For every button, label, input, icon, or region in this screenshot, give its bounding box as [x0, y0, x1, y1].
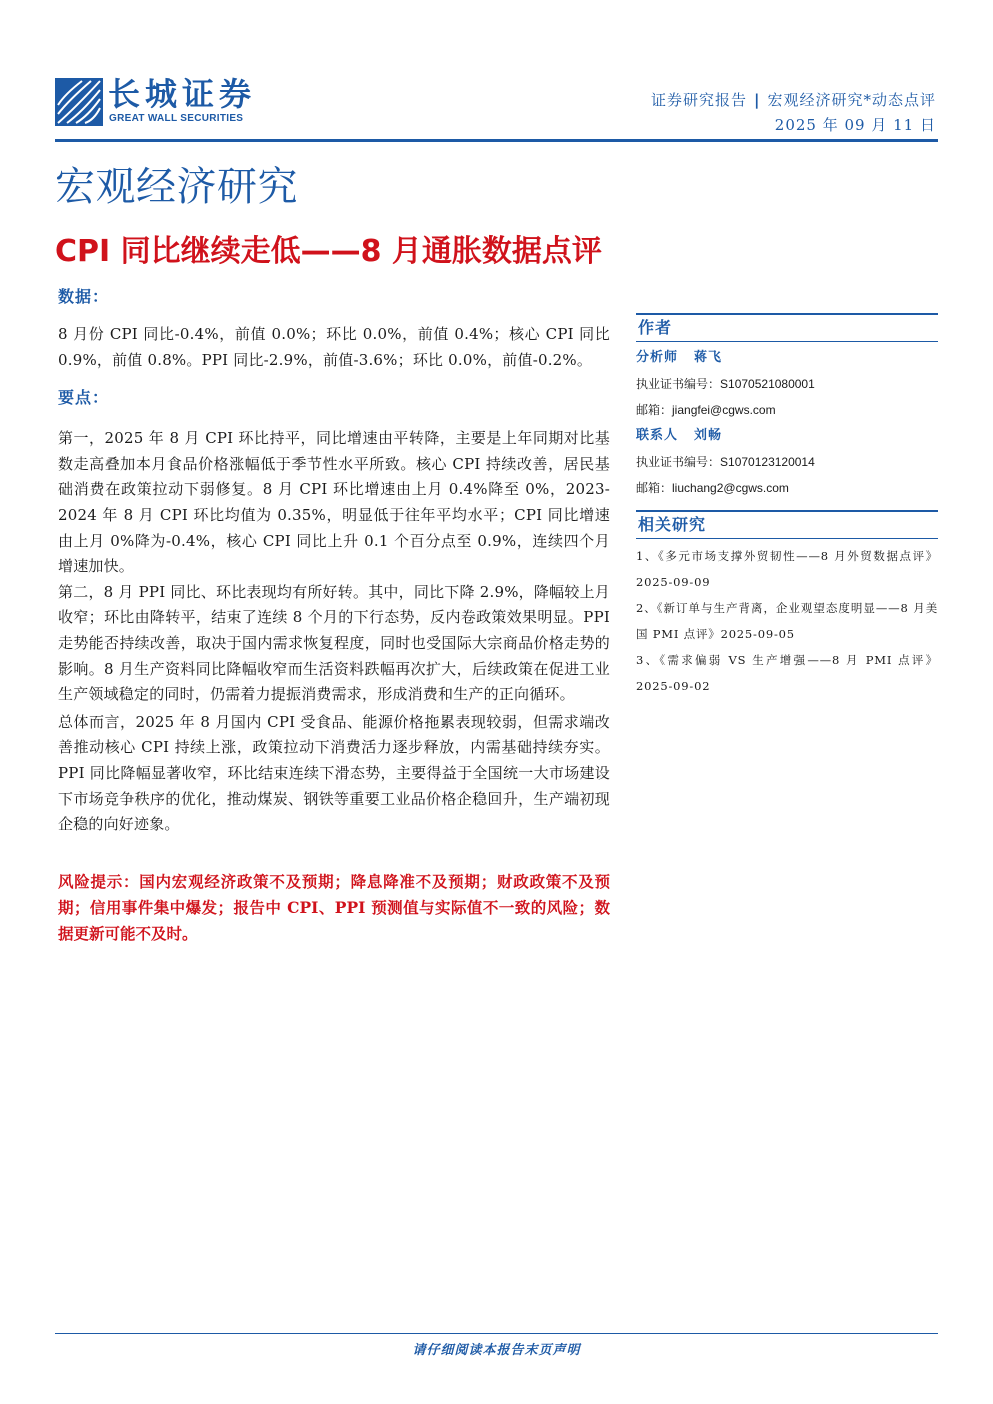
- cert-label: 执业证书编号：: [636, 377, 721, 391]
- related-research-list: [636, 539, 938, 699]
- key-points: [58, 426, 610, 838]
- logo-name-en: GREAT WALL SECURITIES: [109, 113, 244, 124]
- related-date: 2025-09-05: [720, 627, 795, 641]
- author-analyst: [636, 345, 938, 371]
- related-title: 《多元市场支撑外贸韧性——8 月外贸数据点评》: [657, 549, 938, 563]
- cert-value: S1070123120014: [720, 455, 815, 469]
- author-contact: [636, 423, 938, 449]
- report-type: 证券研究报告: [650, 91, 747, 109]
- report-date: 2025 年 09 月 11 日: [774, 116, 936, 134]
- related-index: 2、: [636, 601, 657, 615]
- author-cert-number: [636, 449, 938, 475]
- key-point-paragraph: 第二，8 月 PPI 同比、环比表现均有所好转。其中，同比下降 2.9%，降幅较上月收窄；环比由降转平，结束了连续 8 个月的下行态势，反内卷政策效果明显。PPI 走势能否持续改善，取决于国内需求恢复程度，同时也受国际大宗商品价格走势的影响。8 月生产资料同比降幅收窄而生活资料跌幅再次扩大，后续政策在促进工业生产领域稳定的同时，仍需着力提振消费需求，形成消费和生产的正向循环。: [58, 582, 610, 704]
- footer-divider: [55, 1333, 938, 1334]
- related-research-item: [636, 647, 938, 699]
- disclaimer-notice: 请仔细阅读本报告末页声明: [412, 1343, 581, 1358]
- author-name: 蒋飞: [694, 350, 723, 365]
- author-role: 联系人: [636, 428, 679, 443]
- main-column: [58, 285, 610, 947]
- report-meta: [651, 88, 936, 112]
- report-headline: CPI 同比继续走低——8 月通胀数据点评: [55, 234, 602, 269]
- cert-label: 执业证书编号：: [636, 455, 721, 469]
- data-summary-paragraph: 8 月份 CPI 同比-0.4%，前值 0.0%；环比 0.0%，前值 0.4%；核心 CPI 同比 0.9%，前值 0.8%。PPI 同比-2.9%，前值-3.6%；环比 0.0%，前值-0.2%。: [58, 325, 610, 369]
- header-divider: [55, 139, 938, 142]
- related-title: 《新订单与生产背离，企业观望态度明显——8 月美国 PMI 点评》: [636, 601, 938, 641]
- author-list: [636, 345, 938, 501]
- related-date: 2025-09-09: [636, 575, 711, 589]
- email-label: 邮箱：: [636, 481, 673, 495]
- cert-value: S1070521080001: [720, 377, 815, 391]
- key-point-paragraph: 第一，2025 年 8 月 CPI 环比持平，同比增速由平转降，主要是上年同期对比基数走高叠加本月食品价格涨幅低于季节性水平所致。核心 CPI 持续改善，居民基础消费在政策拉动下弱修复。8 月 CPI 环比增速由上月 0.4%降至 0%，2023-2024 年 8 月 CPI 环比均值为 0.35%，明显低于往年平均水平；CPI 同比增速由上月 0%降为-0.4%，核心 CPI 同比上升 0.1 个百分点至 0.9%，连续四个月增速加快。: [58, 429, 610, 576]
- key-points-heading: 要点：: [58, 388, 110, 408]
- sidebar: [636, 313, 938, 699]
- author-name: 刘畅: [694, 428, 723, 443]
- logo-name-cn: 长城证券: [108, 75, 257, 113]
- email-link[interactable]: liuchang2@cgws.com: [672, 481, 789, 495]
- author-email: [636, 475, 938, 501]
- great-wall-logo-icon: [55, 78, 103, 126]
- authors-heading: 作者: [636, 313, 938, 342]
- email-link[interactable]: jiangfei@cgws.com: [672, 403, 776, 417]
- meta-separator: |: [754, 91, 761, 109]
- related-research-item: [636, 595, 938, 647]
- data-heading: 数据：: [58, 287, 110, 306]
- related-index: 1、: [636, 549, 658, 563]
- report-category: 宏观经济研究*动态点评: [767, 91, 936, 109]
- related-date: 2025-09-02: [636, 679, 711, 693]
- related-research-heading: 相关研究: [636, 510, 938, 539]
- related-research-item: [636, 543, 938, 595]
- risk-label: 风险提示：: [58, 871, 140, 891]
- related-title: 《需求偏弱 VS 生产增强——8 月 PMI 点评》: [659, 653, 938, 667]
- author-role: 分析师: [636, 350, 679, 365]
- risk-warning: [58, 869, 610, 947]
- email-label: 邮箱：: [636, 403, 673, 417]
- author-email: [636, 397, 938, 423]
- author-cert-number: [636, 371, 938, 397]
- related-index: 3、: [636, 653, 660, 667]
- section-title: 宏观经济研究: [55, 164, 298, 210]
- risk-text: 国内宏观经济政策不及预期；降息降准不及预期；财政政策不及预期；信用事件集中爆发；报告中 CPI、PPI 预测值与实际值不一致的风险；数据更新可能不及时。: [58, 871, 610, 943]
- key-point-paragraph: 总体而言，2025 年 8 月国内 CPI 受食品、能源价格拖累表现较弱，但需求端改善推动核心 CPI 持续上涨，政策拉动下消费活力逐步释放，内需基础持续夯实。PPI 同比降幅显著收窄，环比结束连续下滑态势，主要得益于全国统一大市场建设下市场竞争秩序的优化，推动煤炭、钢铁等重要工业品价格企稳回升，生产端初现企稳的向好迹象。: [58, 712, 610, 834]
